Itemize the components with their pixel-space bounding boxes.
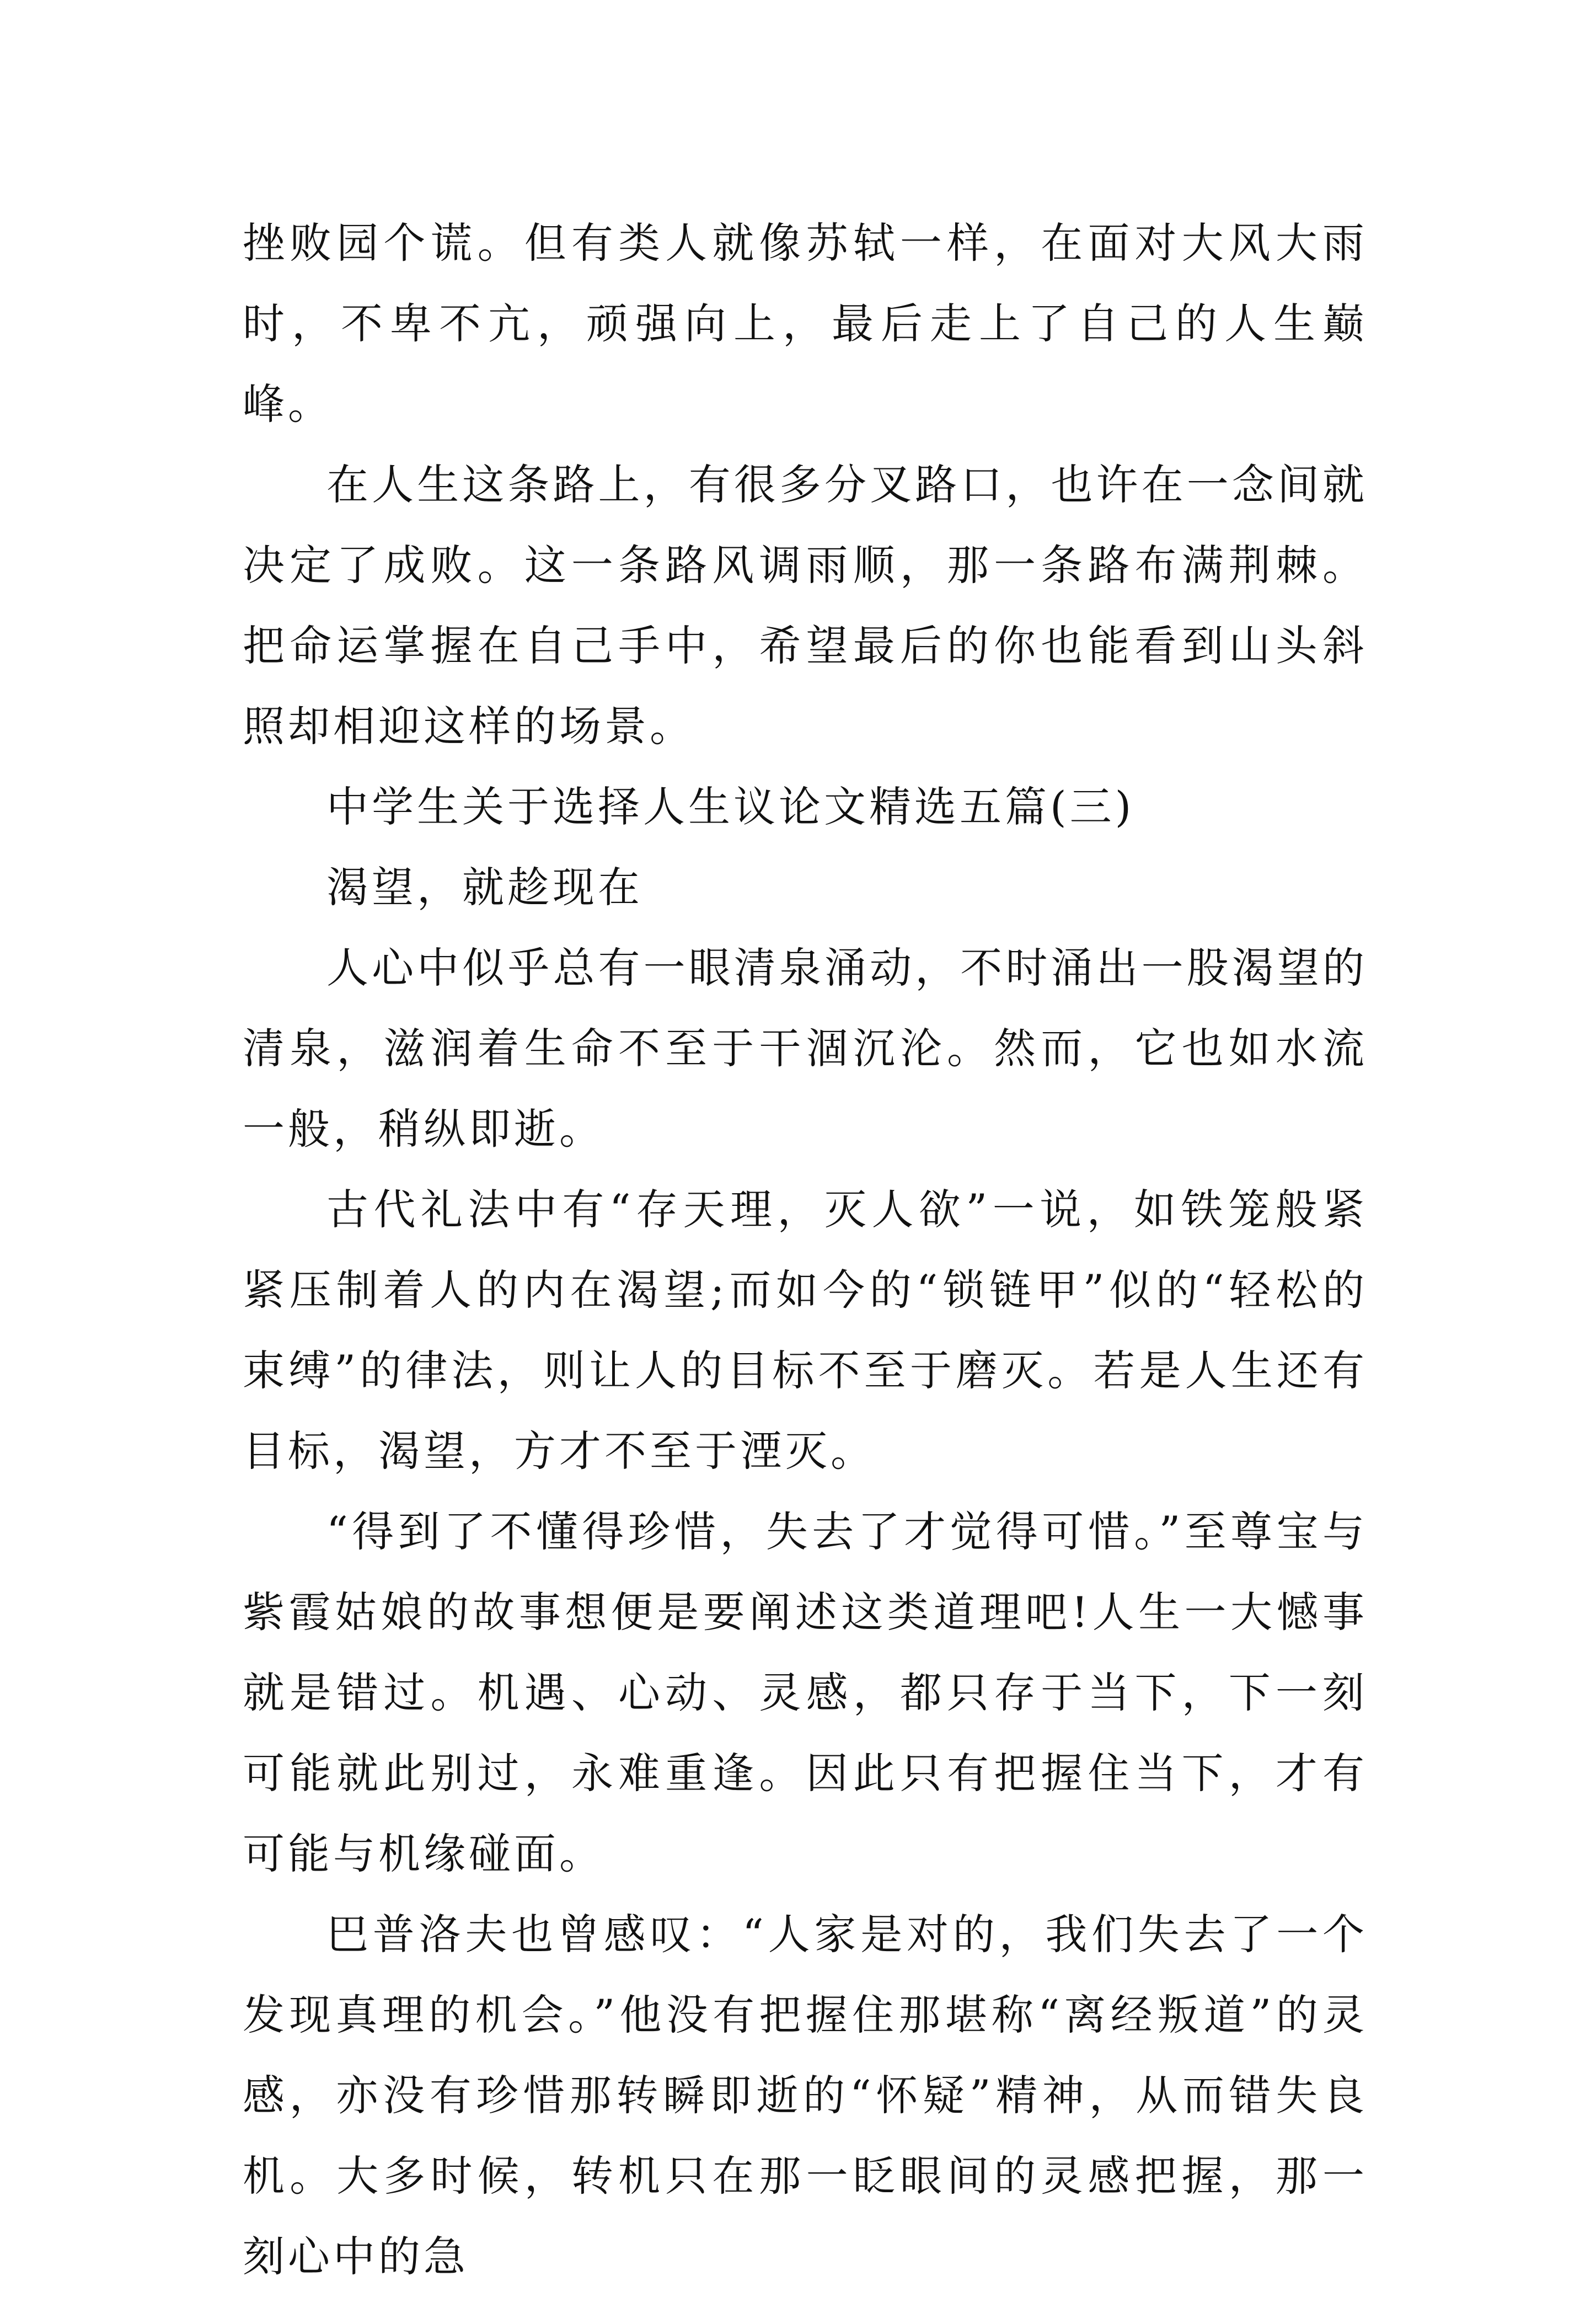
paragraph: 巴普洛夫也曾感叹：“人家是对的，我们失去了一个发现真理的机会。”他没有把握住那堪称“离经叛道”的灵感，亦没有珍惜那转瞬即逝的“怀疑”精神，从而错失良机。大多时候，转机只在那一眨眼间的灵感把握，那一刻心中的急: [243, 1910, 1368, 2281]
paragraph-continuation: 挫败园个谎。但有类人就像苏轼一样，在面对大风大雨时，不卑不亢，顽强向上，最后走上了自己的人生巅峰。: [243, 218, 1368, 429]
document-body: [243, 203, 1368, 2297]
paragraph: “得到了不懂得珍惜，失去了才觉得可惜。”至尊宝与紫霞姑娘的故事想便是要阐述这类道理吧!人生一大憾事就是错过。机遇、心动、灵感，都只存于当下，下一刻可能就此别过，永难重逢。因此只有把握住当下，才有可能与机缘碰面。: [243, 1507, 1368, 1878]
paragraph: 古代礼法中有“存天理，灭人欲”一说，如铁笼般紧紧压制着人的内在渴望;而如今的“锁链甲”似的“轻松的束缚”的律法，则让人的目标不至于磨灭。若是人生还有目标，渴望，方才不至于湮灭。: [243, 1185, 1368, 1476]
section-heading: 中学生关于选择人生议论文精选五篇(三): [326, 782, 1135, 831]
essay-title: 渴望，就趁现在: [326, 863, 643, 912]
paragraph: 在人生这条路上，有很多分叉路口，也许在一念间就决定了成败。这一条路风调雨顺，那一条路布满荆棘。把命运掌握在自己手中，希望最后的你也能看到山头斜照却相迎这样的场景。: [243, 460, 1368, 751]
paragraph: 人心中似乎总有一眼清泉涌动，不时涌出一股渴望的清泉，滋润着生命不至于干涸沉沦。然而，它也如水流一般，稍纵即逝。: [243, 943, 1368, 1153]
